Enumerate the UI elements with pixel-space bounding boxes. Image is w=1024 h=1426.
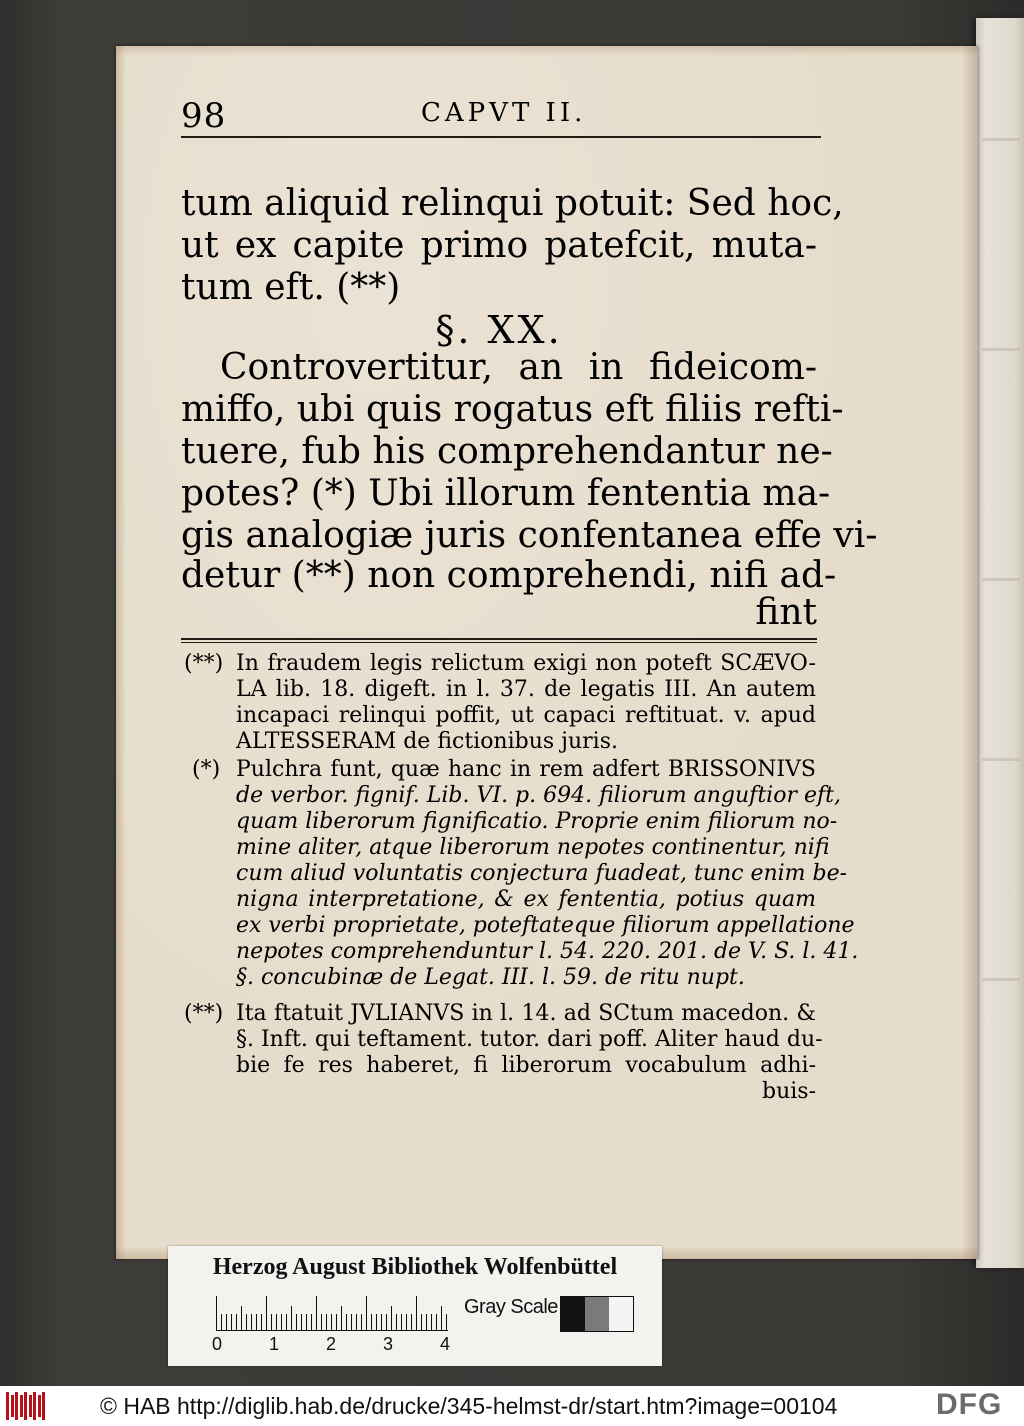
ruler-tick [286, 1314, 287, 1330]
footnote-line: nigna interpretatione, & ex fententia, potius quam [236, 887, 816, 912]
logo-bar [20, 1395, 23, 1417]
paragraph-line: tuere, fub his comprehendantur ne- [181, 431, 833, 472]
ruler-tick [411, 1314, 412, 1330]
paragraph-line: detur (**) non comprehendi, nifi ad- [181, 555, 837, 596]
ruler-tick [256, 1314, 257, 1330]
gray-swatch [561, 1297, 585, 1331]
next-page-edge [976, 18, 1024, 1268]
logo-bar [24, 1392, 27, 1420]
ruler-number: 2 [326, 1334, 337, 1354]
cm-ruler [216, 1296, 446, 1330]
ruler-tick [366, 1296, 367, 1330]
ruler-tick [226, 1314, 227, 1330]
footnote-line: §. concubinæ de Legat. III. l. 59. de ritu nupt. [236, 965, 745, 990]
section-heading: §. XX. [435, 308, 563, 352]
footnote-line: bie fe res haberet, fi liberorum vocabulum adhi- [236, 1053, 816, 1078]
ruler-number: 4 [440, 1334, 451, 1354]
ruler-tick [361, 1314, 362, 1330]
ruler-tick [326, 1314, 327, 1330]
ruler-tick [296, 1314, 297, 1330]
ruler-tick [436, 1314, 437, 1330]
footnote-line: Pulchra funt, quæ hanc in rem adfert BRISSONIVS [236, 757, 816, 782]
ruler-tick [281, 1314, 282, 1330]
ruler-tick [266, 1296, 267, 1330]
paragraph-line: miffo, ubi quis rogatus eft filiis refti- [181, 389, 844, 430]
footnote-line: cum aliud voluntatis conjectura fuadeat, tunc enim be- [236, 861, 848, 886]
footnote-rule [181, 638, 817, 640]
ruler-tick [356, 1314, 357, 1330]
footnote-line: mine aliter, atque liberorum nepotes continentur, nifi [236, 835, 830, 860]
footnote-marker: (**) [184, 1001, 224, 1026]
ruler-tick [416, 1296, 417, 1330]
ruler-tick [396, 1314, 397, 1330]
ruler-tick [216, 1296, 217, 1330]
ruler-tick [276, 1314, 277, 1330]
ruler-tick [261, 1314, 262, 1330]
footnote-line: nepotes comprehenduntur l. 54. 220. 201. de V. S. l. 41. [236, 939, 859, 964]
logo-bar [15, 1392, 18, 1420]
footnote-rule [181, 642, 817, 643]
ruler-tick [351, 1314, 352, 1330]
paragraph-line: Controvertitur, an in fideicom- [220, 347, 817, 388]
footnote-marker: (*) [192, 757, 221, 782]
footnote-line: quam liberorum fignificatio. Proprie enim filiorum no- [236, 809, 838, 834]
ruler-tick [406, 1314, 407, 1330]
body-line: tum eft. (**) [181, 267, 401, 308]
body-line: tum aliquid relinqui potuit: Sed hoc, [181, 183, 844, 224]
ruler-tick [421, 1314, 422, 1330]
ruler-tick [236, 1314, 237, 1330]
ruler-tick [321, 1314, 322, 1330]
ruler-tick [311, 1314, 312, 1330]
ruler-number: 1 [269, 1334, 280, 1354]
header-rule [181, 136, 821, 138]
ruler-tick [391, 1306, 392, 1330]
credit-text: © HAB http://diglib.hab.de/drucke/345-helmst-dr/start.htm?image=00104 [100, 1393, 838, 1419]
footnote-line: ex verbi proprietate, poteftateque filiorum appellatione [236, 913, 855, 938]
ruler-tick [331, 1314, 332, 1330]
footnote-line: ALTESSERAM de fictionibus juris. [236, 729, 619, 754]
footnote-line: de verbor. fignif. Lib. VI. p. 694. filiorum anguftior eft, [236, 783, 841, 808]
paragraph-line: potes? (*) Ubi illorum fententia ma- [181, 473, 831, 514]
ruler-tick [301, 1314, 302, 1330]
footnote-line: §. Inft. qui teftament. tutor. dari poff. Aliter haud du- [236, 1027, 823, 1052]
running-title: CAPVT II. [421, 98, 587, 128]
running-head [181, 98, 821, 138]
footnote-line: Ita ftatuit JVLIANVS in l. 14. ad SCtum macedon. & [236, 1001, 816, 1026]
footnote-catchword: buis- [761, 1079, 816, 1104]
ruler-tick [381, 1314, 382, 1330]
ruler-tick [241, 1306, 242, 1330]
footnote-line: In fraudem legis relictum exigi non poteft SCÆVO- [236, 651, 816, 676]
ruler-tick [441, 1306, 442, 1330]
logo-bar [11, 1395, 14, 1417]
dfg-logo: DFG [936, 1388, 1003, 1421]
ruler-tick [386, 1314, 387, 1330]
logo-bar [42, 1392, 45, 1420]
ruler-tick [426, 1314, 427, 1330]
footnote-line: LA lib. 18. digeft. in l. 37. de legatis III. An autem [236, 677, 816, 702]
ruler-tick [246, 1314, 247, 1330]
logo-bar [38, 1395, 41, 1417]
ruler-tick [306, 1314, 307, 1330]
logo-bar [29, 1395, 32, 1417]
ruler-baseline [216, 1330, 448, 1331]
ruler-number: 3 [383, 1334, 394, 1354]
ruler-tick [336, 1314, 337, 1330]
gray-scale-swatches [560, 1296, 634, 1332]
hab-logo-icon [6, 1390, 46, 1422]
ruler-tick [401, 1314, 402, 1330]
body-line: ut ex capite primo patefcit, muta- [181, 225, 817, 266]
logo-bar [6, 1392, 9, 1420]
footnote-line: incapaci relinqui poffit, ut capaci reftituat. v. apud [236, 703, 816, 728]
gray-swatch [609, 1297, 633, 1331]
ruler-tick [231, 1314, 232, 1330]
footnote-marker: (**) [184, 651, 224, 676]
ruler-tick [376, 1314, 377, 1330]
gray-scale-label: Gray Scale [464, 1296, 558, 1318]
library-name: Herzog August Bibliothek Wolfenbüttel [212, 1254, 618, 1280]
paragraph-line: gis analogiæ juris confentanea effe vi- [181, 515, 878, 556]
page-number: 98 [181, 96, 227, 136]
ruler-tick [251, 1314, 252, 1330]
color-target-card [168, 1246, 662, 1366]
ruler-tick [346, 1314, 347, 1330]
ruler-tick [341, 1306, 342, 1330]
ruler-tick [446, 1314, 447, 1330]
gray-swatch [585, 1297, 609, 1331]
catchword: fint [755, 592, 817, 633]
ruler-tick [316, 1296, 317, 1330]
ruler-tick [431, 1314, 432, 1330]
ruler-tick [221, 1314, 222, 1330]
ruler-tick [271, 1314, 272, 1330]
ruler-tick [291, 1306, 292, 1330]
ruler-tick [371, 1314, 372, 1330]
logo-bar [33, 1392, 36, 1420]
ruler-number: 0 [212, 1334, 223, 1354]
